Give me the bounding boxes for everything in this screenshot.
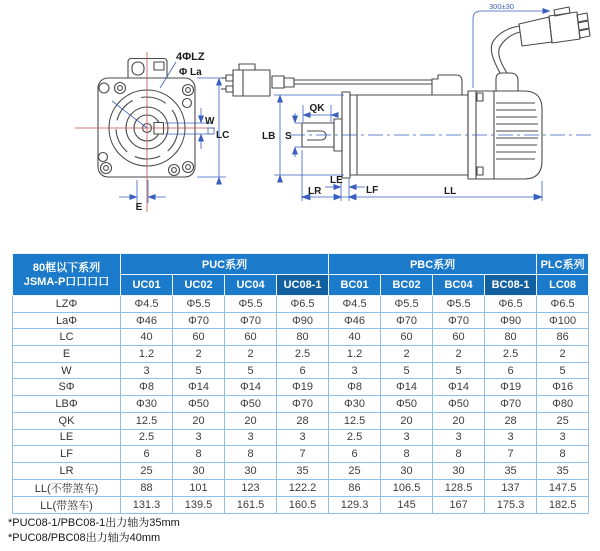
spec-cell: Φ14: [173, 379, 225, 396]
spec-cell: Φ50: [433, 396, 485, 413]
row-label: LC: [13, 329, 121, 346]
spec-cell: 25: [537, 412, 589, 429]
table-row: [13, 412, 589, 429]
spec-cell: 175.3: [485, 496, 537, 513]
row-label: LBΦ: [13, 396, 121, 413]
spec-cell: Φ90: [277, 312, 329, 329]
label-lb: LB: [262, 131, 276, 142]
column-header-bc04: BC04: [433, 275, 485, 296]
spec-cell: 8: [433, 446, 485, 463]
spec-cell: 35: [277, 462, 329, 479]
spec-cell: 6: [121, 446, 173, 463]
spec-cell: Φ5.5: [173, 296, 225, 313]
spec-cell: 2.5: [485, 346, 537, 363]
footnote-2: *PUC08/PBC08出力轴为40mm: [8, 532, 161, 544]
table-row: [13, 329, 589, 346]
spec-cell: Φ30: [329, 396, 381, 413]
spec-cell: 3: [329, 362, 381, 379]
column-header-bc01: BC01: [329, 275, 381, 296]
spec-cell: 129.3: [329, 496, 381, 513]
spec-cell: 3: [537, 429, 589, 446]
spec-cell: 80: [485, 329, 537, 346]
row-label: QK: [13, 412, 121, 429]
spec-cell: Φ14: [381, 379, 433, 396]
spec-cell: 35: [485, 462, 537, 479]
spec-cell: 2.5: [329, 429, 381, 446]
spec-cell: 145: [381, 496, 433, 513]
spec-cell: 147.5: [537, 479, 589, 496]
spec-cell: Φ19: [485, 379, 537, 396]
spec-cell: 40: [329, 329, 381, 346]
table-row: [13, 462, 589, 479]
spec-cell: 8: [225, 446, 277, 463]
spec-cell: 5: [381, 362, 433, 379]
spec-cell: 28: [277, 412, 329, 429]
table-row: [13, 362, 589, 379]
spec-cell: 12.5: [121, 412, 173, 429]
spec-cell: 2: [225, 346, 277, 363]
spec-cell: 60: [433, 329, 485, 346]
spec-cell: 2: [173, 346, 225, 363]
spec-cell: Φ70: [485, 396, 537, 413]
spec-cell: Φ70: [433, 312, 485, 329]
spec-cell: Φ70: [225, 312, 277, 329]
row-label: LL(带煞车): [13, 496, 121, 513]
spec-cell: 167: [433, 496, 485, 513]
series-group-header: PLC系列: [537, 254, 589, 275]
label-lf: LF: [366, 185, 379, 196]
spec-cell: Φ70: [381, 312, 433, 329]
spec-cell: Φ19: [277, 379, 329, 396]
spec-cell: 30: [381, 462, 433, 479]
spec-cell: 139.5: [173, 496, 225, 513]
spec-cell: Φ6.5: [277, 296, 329, 313]
row-label: LE: [13, 429, 121, 446]
spec-cell: 35: [537, 462, 589, 479]
label-qk: QK: [309, 103, 325, 114]
front-dimensions: [112, 62, 226, 203]
label-e: E: [135, 202, 143, 213]
label-lr: LR: [308, 186, 322, 197]
spec-cell: 137: [485, 479, 537, 496]
spec-cell: Φ8: [121, 379, 173, 396]
spec-cell: 86: [329, 479, 381, 496]
footnote-1: *PUC08-1/PBC08-1出力轴为35mm: [8, 517, 180, 529]
spec-cell: Φ50: [173, 396, 225, 413]
spec-cell: 1.2: [329, 346, 381, 363]
spec-cell: 2.5: [277, 346, 329, 363]
spec-cell: 28: [485, 412, 537, 429]
label-la: Φ La: [179, 67, 202, 78]
table-row: [13, 446, 589, 463]
spec-cell: 6: [485, 362, 537, 379]
spec-cell: Φ16: [537, 379, 589, 396]
footnotes: [8, 516, 180, 546]
spec-cell: Φ6.5: [485, 296, 537, 313]
spec-cell: 12.5: [329, 412, 381, 429]
spec-cell: 7: [277, 446, 329, 463]
table-row: [13, 296, 589, 313]
spec-cell: 8: [173, 446, 225, 463]
spec-cell: Φ100: [537, 312, 589, 329]
spec-cell: 60: [225, 329, 277, 346]
row-label: LL(不带煞车): [13, 479, 121, 496]
spec-cell: 60: [173, 329, 225, 346]
table-row: [13, 396, 589, 413]
spec-cell: 5: [173, 362, 225, 379]
spec-cell: Φ50: [225, 396, 277, 413]
spec-cell: Φ46: [329, 312, 381, 329]
spec-cell: 30: [225, 462, 277, 479]
spec-cell: Φ6.5: [537, 296, 589, 313]
column-header-uc08-1: UC08-1: [277, 275, 329, 296]
spec-cell: 3: [381, 429, 433, 446]
table-row: [13, 429, 589, 446]
column-header-lc08: LC08: [537, 275, 589, 296]
label-cable-length: 300±30: [489, 2, 514, 11]
spec-cell: Φ80: [537, 396, 589, 413]
spec-cell: Φ4.5: [329, 296, 381, 313]
spec-cell: Φ14: [433, 379, 485, 396]
spec-cell: 30: [433, 462, 485, 479]
row-label: W: [13, 362, 121, 379]
series-group-header: PUC系列: [121, 254, 329, 275]
column-header-bc02: BC02: [381, 275, 433, 296]
spec-cell: 80: [277, 329, 329, 346]
row-label: LaΦ: [13, 312, 121, 329]
table-row: [13, 479, 589, 496]
label-s: S: [285, 131, 292, 142]
label-le: LE: [330, 175, 343, 186]
spec-cell: 25: [121, 462, 173, 479]
spec-cell: Φ8: [329, 379, 381, 396]
spec-cell: 20: [381, 412, 433, 429]
spec-cell: 5: [225, 362, 277, 379]
dimension-spec-table: [12, 253, 589, 514]
spec-cell: 128.5: [433, 479, 485, 496]
spec-cell: 20: [225, 412, 277, 429]
spec-cell: Φ70: [173, 312, 225, 329]
motor-dimension-diagram: [0, 0, 600, 250]
spec-cell: 25: [329, 462, 381, 479]
table-row: [13, 312, 589, 329]
spec-cell: 3: [173, 429, 225, 446]
spec-cell: 8: [537, 446, 589, 463]
spec-cell: 6: [277, 362, 329, 379]
spec-cell: 20: [173, 412, 225, 429]
column-header-uc04: UC04: [225, 275, 277, 296]
spec-cell: Φ5.5: [433, 296, 485, 313]
spec-cell: 5: [433, 362, 485, 379]
table-row: [13, 496, 589, 513]
spec-cell: 182.5: [537, 496, 589, 513]
label-w: W: [205, 116, 215, 127]
spec-cell: 3: [121, 362, 173, 379]
spec-cell: Φ5.5: [381, 296, 433, 313]
spec-cell: 1.2: [121, 346, 173, 363]
row-label: SΦ: [13, 379, 121, 396]
spec-cell: Φ5.5: [225, 296, 277, 313]
spec-cell: 6: [329, 446, 381, 463]
column-header-uc02: UC02: [173, 275, 225, 296]
row-label: LR: [13, 462, 121, 479]
spec-cell: 86: [537, 329, 589, 346]
spec-cell: 101: [173, 479, 225, 496]
spec-cell: 8: [381, 446, 433, 463]
spec-cell: 5: [537, 362, 589, 379]
label-ll: LL: [444, 186, 457, 197]
row-label: LZΦ: [13, 296, 121, 313]
side-view: [221, 7, 590, 179]
spec-cell: 2.5: [121, 429, 173, 446]
label-lc: LC: [216, 130, 230, 141]
spec-cell: 30: [173, 462, 225, 479]
spec-cell: 106.5: [381, 479, 433, 496]
spec-cell: Φ4.5: [121, 296, 173, 313]
spec-cell: 60: [381, 329, 433, 346]
column-header-bc08-1: BC08-1: [485, 275, 537, 296]
spec-cell: 131.3: [121, 496, 173, 513]
spec-cell: 3: [225, 429, 277, 446]
spec-cell: 2: [537, 346, 589, 363]
table-row: [13, 346, 589, 363]
spec-cell: Φ50: [381, 396, 433, 413]
label-4-lz: 4ΦLZ: [176, 51, 205, 63]
spec-cell: 3: [485, 429, 537, 446]
spec-cell: Φ46: [121, 312, 173, 329]
corner-header: 80框以下系列 JSMA-P口口口口: [13, 254, 121, 296]
spec-cell: Φ90: [485, 312, 537, 329]
row-label: E: [13, 346, 121, 363]
spec-cell: 123: [225, 479, 277, 496]
spec-cell: 20: [433, 412, 485, 429]
spec-cell: Φ70: [277, 396, 329, 413]
spec-cell: 88: [121, 479, 173, 496]
spec-cell: 3: [277, 429, 329, 446]
spec-cell: 7: [485, 446, 537, 463]
series-group-header: PBC系列: [329, 254, 537, 275]
spec-cell: 2: [433, 346, 485, 363]
row-label: LF: [13, 446, 121, 463]
spec-cell: 122.2: [277, 479, 329, 496]
spec-cell: Φ30: [121, 396, 173, 413]
table-row: [13, 379, 589, 396]
spec-cell: 2: [381, 346, 433, 363]
spec-cell: 40: [121, 329, 173, 346]
spec-cell: Φ14: [225, 379, 277, 396]
spec-cell: 3: [433, 429, 485, 446]
column-header-uc01: UC01: [121, 275, 173, 296]
spec-cell: 160.5: [277, 496, 329, 513]
spec-cell: 161.5: [225, 496, 277, 513]
